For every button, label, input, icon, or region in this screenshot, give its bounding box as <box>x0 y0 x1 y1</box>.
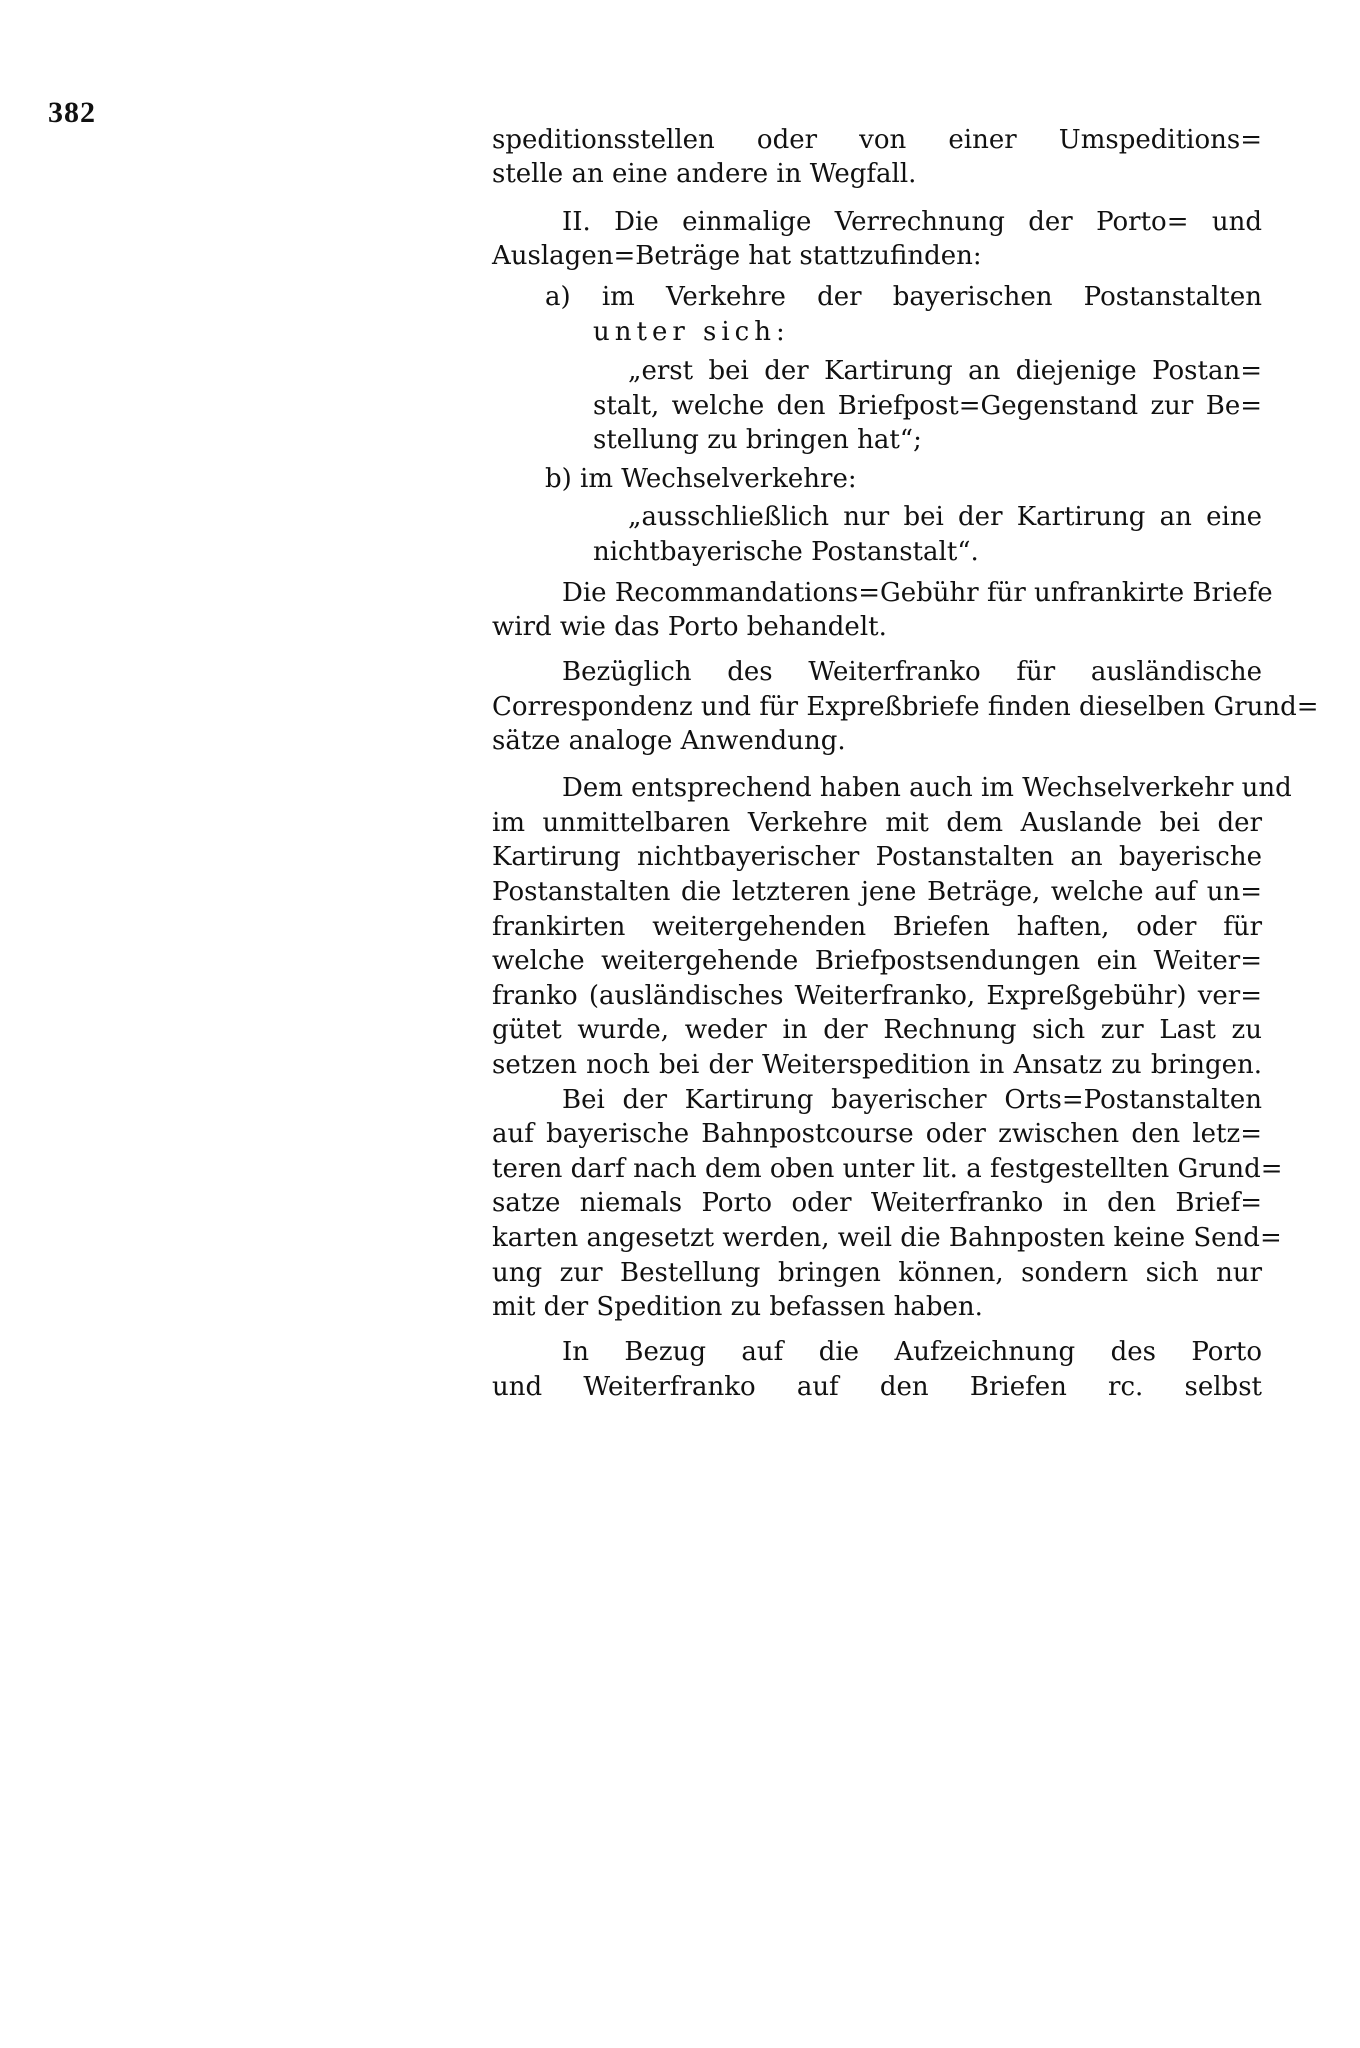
text-line: Correspondenz und für Expreßbriefe finden dieselben Grund= <box>492 692 1319 722</box>
text-line: a) im Verkehre der bayerischen Postanstalten <box>545 282 1262 312</box>
text-line: mit der Spedition zu befassen haben. <box>492 1292 983 1322</box>
text-line: auf bayerische Bahnpostcourse oder zwischen den letz= <box>492 1119 1262 1149</box>
text-line: unter sich: <box>593 317 790 347</box>
text-line: Postanstalten die letzteren jene Beträge, welche auf un= <box>492 877 1262 907</box>
text-line: ung zur Bestellung bringen können, sondern sich nur <box>492 1258 1262 1288</box>
text-line: Die Recommandations=Gebühr für unfrankirte Briefe <box>562 578 1273 608</box>
text-line: gütet wurde, weder in der Rechnung sich zur Last zu <box>492 1015 1262 1045</box>
text-line: „ausschließlich nur bei der Kartirung an eine <box>628 502 1262 532</box>
text-line: Auslagen=Beträge hat stattzufinden: <box>492 241 982 271</box>
text-line: speditionsstellen oder von einer Umspeditions= <box>492 125 1262 155</box>
text-line: und Weiterfranko auf den Briefen rc. selbst <box>492 1372 1262 1402</box>
text-line: franko (ausländisches Weiterfranko, Expreßgebühr) ver= <box>492 981 1262 1011</box>
text-line: satze niemals Porto oder Weiterfranko in den Brief= <box>492 1188 1262 1218</box>
text-line: nichtbayerische Postanstalt“. <box>593 537 979 567</box>
text-line: setzen noch bei der Weiterspedition in Ansatz zu bringen. <box>492 1050 1262 1080</box>
text-line: frankirten weitergehenden Briefen haften, oder für <box>492 912 1262 942</box>
text-line: b) im Wechselverkehre: <box>545 464 857 494</box>
text-line: In Bezug auf die Aufzeichnung des Porto <box>562 1337 1262 1367</box>
text-line: „erst bei der Kartirung an diejenige Postan= <box>628 356 1262 386</box>
text-line: teren darf nach dem oben unter lit. a festgestellten Grund= <box>492 1154 1283 1184</box>
text-line: im unmittelbaren Verkehre mit dem Auslande bei der <box>492 808 1262 838</box>
text-line: welche weitergehende Briefpostsendungen ein Weiter= <box>492 946 1262 976</box>
text-line: Bei der Kartirung bayerischer Orts=Postanstalten <box>562 1085 1262 1115</box>
text-line: wird wie das Porto behandelt. <box>492 612 887 642</box>
text-line: stalt, welche den Briefpost=Gegenstand zur Be= <box>593 391 1262 421</box>
text-line: stellung zu bringen hat“; <box>593 425 922 455</box>
text-line: Dem entsprechend haben auch im Wechselverkehr und <box>562 773 1292 803</box>
page-number: 382 <box>48 96 96 129</box>
text-line: sätze analoge Anwendung. <box>492 726 846 756</box>
text-line: karten angesetzt werden, weil die Bahnposten keine Send= <box>492 1223 1282 1253</box>
text-line: Bezüglich des Weiterfranko für ausländische <box>562 657 1262 687</box>
text-line: II. Die einmalige Verrechnung der Porto= und <box>562 207 1262 237</box>
text-line: Kartirung nichtbayerischer Postanstalten an bayerische <box>492 842 1262 872</box>
text-line: stelle an eine andere in Wegfall. <box>492 159 917 189</box>
